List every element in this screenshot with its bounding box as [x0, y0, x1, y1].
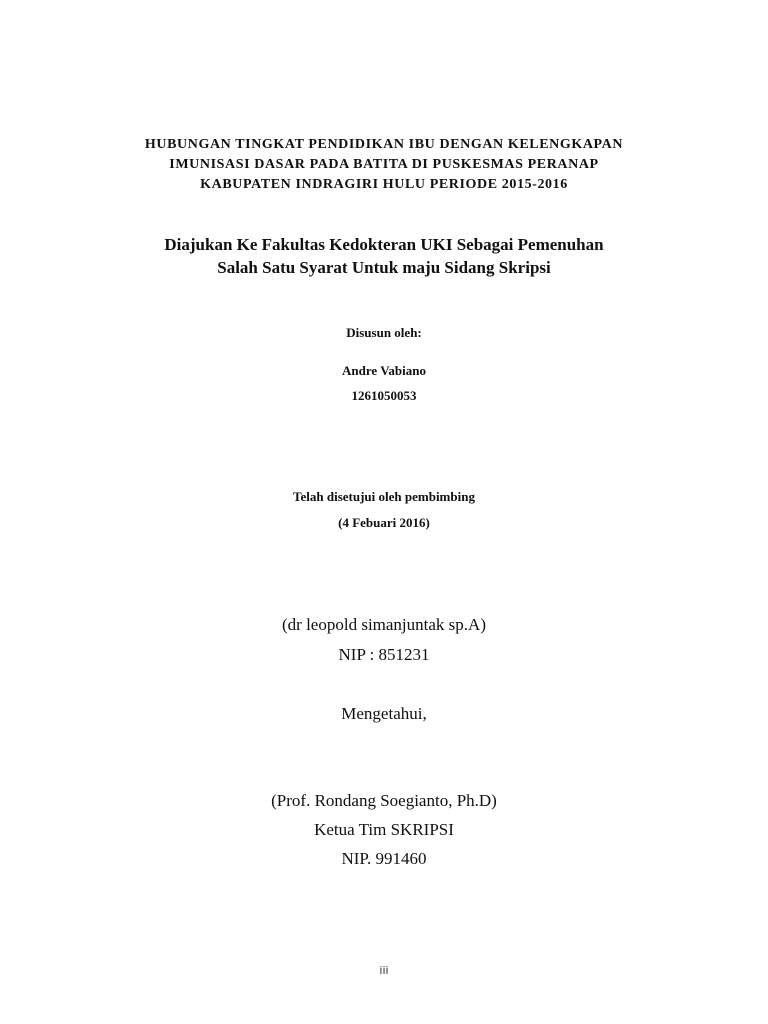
chair-nip: NIP. 991460	[341, 849, 427, 868]
advisor-nip: NIP : 851231	[338, 645, 430, 664]
title-line-1: HUBUNGAN TINGKAT PENDIDIKAN IBU DENGAN KELENGKAPAN	[144, 137, 624, 152]
title-line-3: KABUPATEN INDRAGIRI HULU PERIODE 2015-2016	[200, 177, 568, 192]
title-line-2: IMUNISASI DASAR PADA BATITA DI PUSKESMAS PERANAP	[169, 157, 599, 172]
author-label: Disusun oleh:	[346, 325, 422, 340]
approval-date: (4 Febuari 2016)	[338, 515, 430, 530]
chair-name: (Prof. Rondang Soegianto, Ph.D)	[271, 791, 497, 810]
page-number: iii	[379, 964, 389, 977]
purpose-line-1: Diajukan Ke Fakultas Kedokteran UKI Sebagai Pemenuhan	[164, 235, 604, 254]
author-name: Andre Vabiano	[342, 363, 426, 378]
advisor-name: (dr leopold simanjuntak sp.A)	[282, 615, 486, 634]
author-student-id: 1261050053	[351, 388, 417, 403]
approval-statement: Telah disetujui oleh pembimbing	[293, 489, 475, 504]
purpose-line-2: Salah Satu Syarat Untuk maju Sidang Skripsi	[217, 258, 551, 277]
chair-role: Ketua Tim SKRIPSI	[314, 820, 454, 839]
acknowledgement-label: Mengetahui,	[341, 704, 427, 723]
